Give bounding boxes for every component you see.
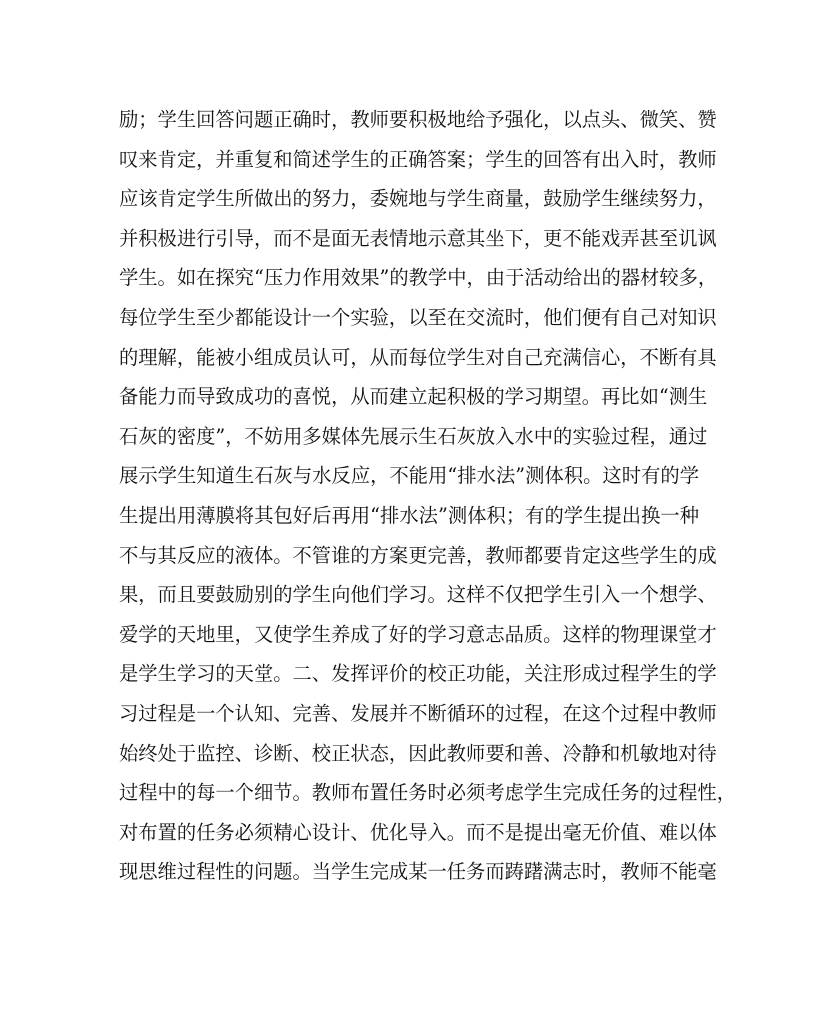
body-text bbox=[119, 100, 736, 892]
text-line: 的理解，能被小组成员认可，从而每位学生对自己充满信心，不断有具 bbox=[119, 345, 717, 369]
text-line: 叹来肯定，并重复和简述学生的正确答案；学生的回答有出入时，教师 bbox=[119, 147, 717, 171]
text-line: 每位学生至少都能设计一个实验，以至在交流时，他们便有自己对知识 bbox=[119, 305, 717, 329]
text-line: 展示学生知道生石灰与水反应，不能用“排水法”测体积。这时有的学 bbox=[119, 464, 699, 488]
text-line: 并积极进行引导，而不是面无表情地示意其坐下，更不能戏弄甚至讥讽 bbox=[119, 226, 717, 250]
text-line: 对布置的任务必须精心设计、优化导入。而不是提出毫无价值、难以体 bbox=[119, 820, 717, 844]
text-line: 备能力而导致成功的喜悦，从而建立起积极的学习期望。再比如“测生 bbox=[119, 385, 708, 409]
text-line: 石灰的密度”，不妨用多媒体先展示生石灰放入水中的实验过程，通过 bbox=[119, 424, 708, 448]
text-line: 始终处于监控、诊断、校正状态，因此教师要和善、冷静和机敏地对待 bbox=[119, 741, 717, 765]
text-line: 习过程是一个认知、完善、发展并不断循环的过程，在这个过程中教师 bbox=[119, 701, 717, 725]
text-line: 不与其反应的液体。不管谁的方案更完善，教师都要肯定这些学生的成 bbox=[119, 543, 717, 567]
text-line: 生提出用薄膜将其包好后再用“排水法”测体积；有的学生提出换一种 bbox=[119, 503, 699, 527]
text-line: 是学生学习的天堂。二、发挥评价的校正功能，关注形成过程学生的学 bbox=[119, 662, 717, 686]
text-line: 励；学生回答问题正确时，教师要积极地给予强化，以点头、微笑、赞 bbox=[119, 108, 717, 131]
text-line: 学生。如在探究“压力作用效果”的教学中，由于活动给出的器材较多， bbox=[119, 266, 718, 290]
text-line: 应该肯定学生所做出的努力，委婉地与学生商量，鼓励学生继续努力， bbox=[119, 187, 717, 211]
text-line: 爱学的天地里，又使学生养成了好的学习意志品质。这样的物理课堂才 bbox=[119, 622, 717, 646]
text-line: 过程中的每一个细节。教师布置任务时必须考虑学生完成任务的过程性， bbox=[119, 781, 736, 805]
text-line: 果，而且要鼓励别的学生向他们学习。这样不仅把学生引入一个想学、 bbox=[119, 583, 717, 607]
text-line: 现思维过程性的问题。当学生完成某一任务而踌躇满志时，教师不能毫 bbox=[119, 860, 717, 884]
